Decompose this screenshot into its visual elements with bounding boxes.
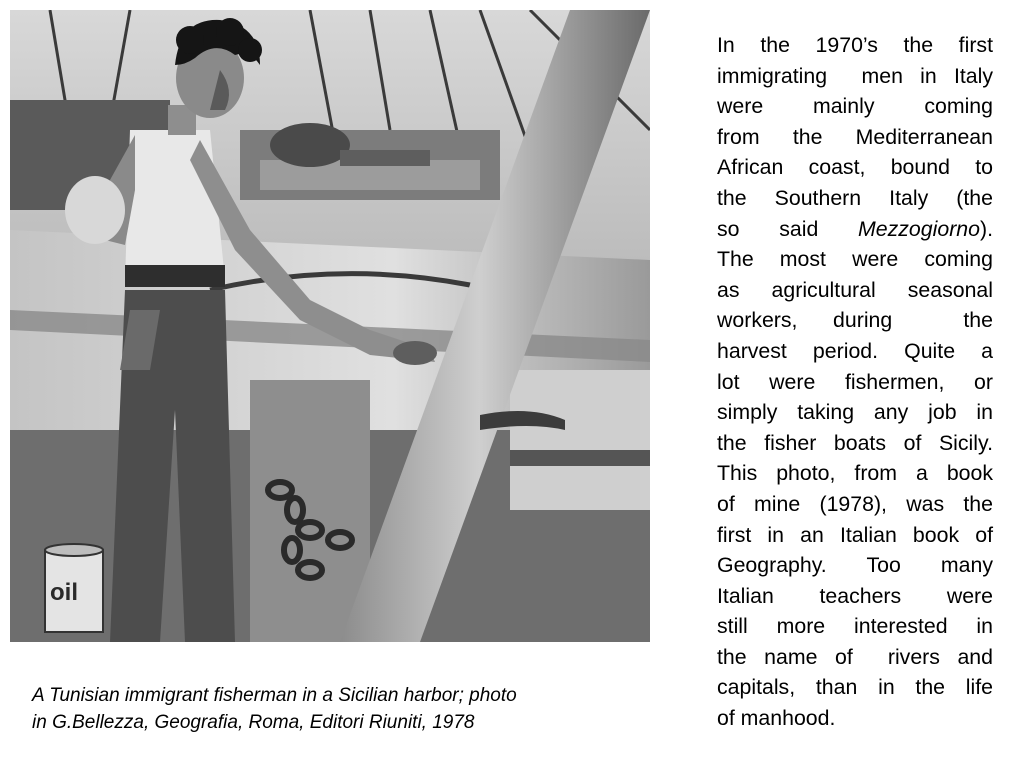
- photo-caption: [32, 682, 632, 736]
- text-line: lot were fishermen, or: [717, 369, 993, 394]
- cloth-bundle: [65, 176, 125, 244]
- text-line: harvest period. Quite a: [717, 338, 993, 363]
- text-line: were mainly coming: [717, 94, 993, 119]
- text-line: so said Mezzogiorno).: [717, 216, 993, 241]
- body-text: [717, 30, 993, 734]
- text-line: Italian teachers were: [717, 583, 993, 608]
- text-line: the Southern Italy (the: [717, 185, 993, 210]
- text-line: In the 1970’s the first: [717, 33, 993, 57]
- caption-line-2: in G.Bellezza, Geografia, Roma, Editori Riuniti, 1978: [32, 712, 475, 733]
- fisherman-photo: [10, 10, 650, 642]
- mezzogiorno-term: Mezzogiorno: [858, 216, 980, 241]
- text-line: the name of rivers and: [717, 644, 993, 669]
- text-line: of mine (1978), was the: [717, 491, 993, 516]
- text-line: workers, during the: [717, 308, 993, 333]
- text-line: The most were coming: [717, 247, 993, 272]
- text-line: Geography. Too many: [717, 553, 993, 578]
- text-line: simply taking any job in: [717, 400, 993, 425]
- text-line: first in an Italian book of: [717, 522, 993, 547]
- text-line: capitals, than in the life: [717, 675, 993, 700]
- text-line: of manhood.: [717, 706, 836, 731]
- text-line: from the Mediterranean: [717, 124, 993, 149]
- oil-can: [45, 544, 103, 632]
- text-line: This photo, from a book: [717, 461, 993, 486]
- fisherman-photo-drawing: [10, 10, 650, 642]
- text-line: immigrating men in Italy: [717, 63, 993, 88]
- oil-can-label: oil: [50, 579, 78, 606]
- text-line: still more interested in: [717, 614, 993, 639]
- text-line: African coast, bound to: [717, 155, 993, 180]
- text-line: the fisher boats of Sicily.: [717, 430, 993, 455]
- caption-line-1: A Tunisian immigrant fisherman in a Sicilian harbor; photo: [32, 685, 517, 706]
- text-line: as agricultural seasonal: [717, 277, 993, 302]
